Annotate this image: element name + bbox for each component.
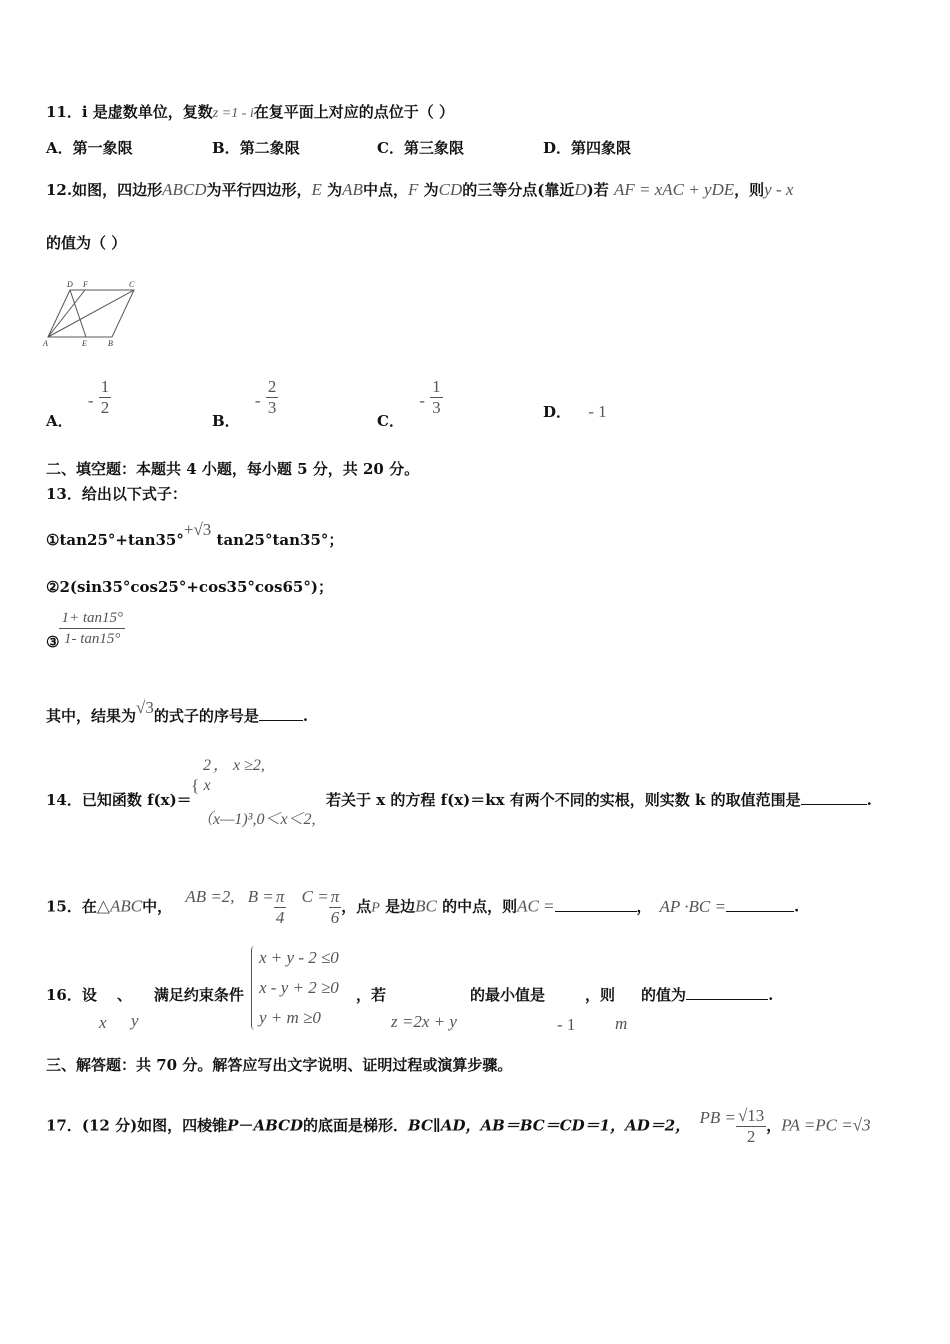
q16-min-value: - 1 [557,1015,576,1034]
fig-label-f: F [83,280,88,289]
q11-option-c[interactable]: C．第三象限 [377,139,464,157]
q16-var-m: m [615,1014,628,1033]
q15-stem: 15．在△ABC中， AB =2, B = $\frac{\pi}{4}$ C = $\frac{\pi}{6}$ ，点P 是边BC 的中点，则AC = ， AP ·BC = . [46,886,800,927]
q17-stem: 17．(12 分)如图，四棱锥P－ABCD的底面是梯形．BC∥AD，AB＝BC＝CD＝1，AD＝2， PB = $\frac{√13}{2}$ ，PA =PC =√3 [46,1106,871,1146]
q11-option-a[interactable]: A．第一象限 [46,139,133,157]
q16-constraint-2: x - y + 2 ≥0 [259,978,339,997]
fig-label-e: E [82,339,87,348]
q12-option-b[interactable]: B． - $\frac{2}{3}$ [212,377,277,430]
q16-stem-tail: ，若 的最小值是 ，则 的值为 . [356,986,774,1004]
q14-stem-tail: 若关于 x 的方程 f(x)＝kx 有两个不同的实根，则实数 k 的取值范围是 . [326,791,872,809]
q16-constraint-brace [251,946,256,1030]
fig-label-a: A [43,339,48,348]
q14-answer-blank[interactable] [801,790,867,805]
q15-dot-blank[interactable] [726,897,794,912]
q12-parallelogram-figure [42,278,142,348]
q16-var-y: y [131,1011,139,1030]
q16-answer-blank[interactable] [686,985,768,1000]
q11-option-d[interactable]: D．第四象限 [543,139,632,157]
q13-question: 其中，结果为√3的式子的序号是 . [46,698,309,725]
q12-option-d[interactable]: D． - 1 [543,402,607,421]
q12-stem: 12.如图，四边形ABCD为平行四边形，E 为AB中点，F 为CD的三等分点(靠近D)若 AF = xAC + yDE，则y - x [46,180,794,199]
q12-option-a[interactable]: A． - $\frac{1}{2}$ [46,377,110,430]
section-3-heading: 三、解答题：共 70 分。解答应写出文字说明、证明过程或演算步骤。 [46,1056,513,1074]
q13-intro: 13．给出以下式子： [46,485,187,503]
q11-option-b[interactable]: B．第二象限 [212,139,300,157]
q16-stem: 16．设 、 满足约束条件 [46,986,244,1004]
fig-label-d: D [67,280,73,289]
q13-expr-3: ③ $\frac{1+ \tan 15^\circ}{1- \tan 15^\circ}$ [46,610,123,651]
q13-expr-1: ①tan25°+tan35°+√3 tan25°tan35°； [46,520,344,549]
q16-var-x: x [99,1013,107,1032]
fig-label-c: C [129,280,135,289]
q13-answer-blank[interactable] [259,706,303,721]
q13-expr-2: ②2(sin35°cos25°+cos35°cos65°)； [46,578,333,596]
q12-stem-line2: 的值为（ ） [46,234,127,252]
q11-stem: 11．i 是虚数单位，复数z =1 - i在复平面上对应的点位于（ ） [46,103,454,121]
q12-option-c[interactable]: C． - $\frac{1}{3}$ [377,377,441,430]
section-2-heading: 二、填空题：本题共 4 小题，每小题 5 分，共 20 分。 [46,460,420,478]
fig-label-b: B [108,339,113,348]
q16-objective: z =2x + y [391,1012,457,1031]
q14-stem: 14．已知函数 f(x)＝ [46,791,192,809]
q16-constraint-3: y + m ≥0 [259,1008,321,1027]
q15-ac-blank[interactable] [555,897,637,912]
q16-constraint-1: x + y - 2 ≤0 [259,948,339,967]
